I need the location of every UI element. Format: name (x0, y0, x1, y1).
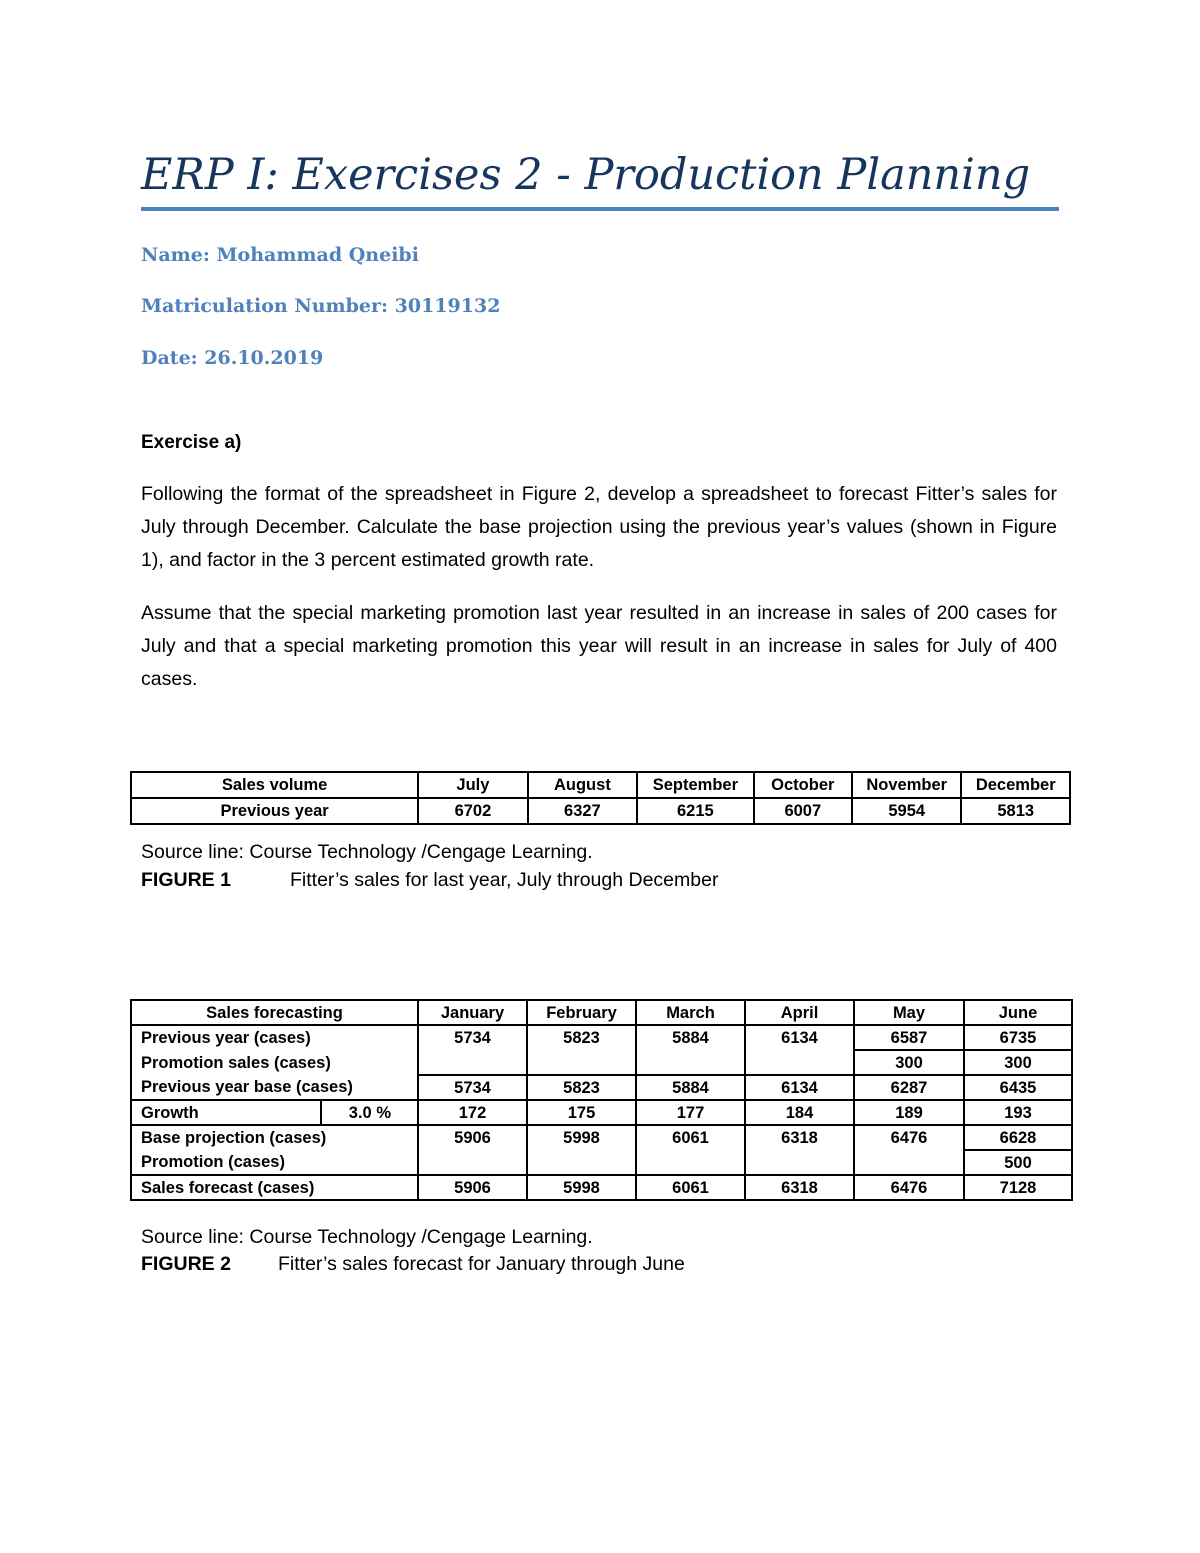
table-cell: 189 (854, 1100, 964, 1125)
table-cell (636, 1050, 745, 1075)
table-cell: 6318 (745, 1175, 854, 1200)
table-cell: 6007 (754, 798, 852, 824)
header-month: June (964, 1000, 1072, 1025)
header-month: March (636, 1000, 745, 1025)
header-month: August (528, 772, 637, 798)
table-cell: 5884 (636, 1075, 745, 1100)
matriculation-number: Matriculation Number: 30119132 (141, 295, 501, 317)
table-cell (636, 1150, 745, 1175)
row-label-sales-forecast: Sales forecast (cases) (131, 1175, 418, 1200)
header-month: November (852, 772, 961, 798)
figure-1-label: FIGURE 1 (141, 869, 231, 891)
exercise-paragraph-2: Assume that the special marketing promotion last year resulted in an increase in sales of 200 cases for July and that a special marketing promotion this year will result in an increase in sales for July of 400 cases. (141, 602, 1057, 690)
table-row (131, 1025, 1072, 1050)
header-month: May (854, 1000, 964, 1025)
table-cell: 500 (964, 1150, 1072, 1175)
table-cell: 6476 (854, 1125, 964, 1150)
table-cell: 300 (964, 1050, 1072, 1075)
table-row (131, 1150, 1072, 1175)
row-label-previous-year: Previous year (cases) (131, 1025, 418, 1050)
table-cell: 6327 (528, 798, 637, 824)
figure-2-source-line: Source line: Course Technology /Cengage Learning. (141, 1226, 593, 1248)
student-name: Name: Mohammad Qneibi (141, 244, 419, 266)
header-month: December (961, 772, 1070, 798)
header-month: September (637, 772, 753, 798)
table-cell: 5884 (636, 1025, 745, 1050)
table-cell: 6702 (418, 798, 527, 824)
table-cell: 6587 (854, 1025, 964, 1050)
table-cell: 5906 (418, 1125, 527, 1150)
header-sales-forecasting: Sales forecasting (131, 1000, 418, 1025)
header-month: February (527, 1000, 636, 1025)
figure-2-caption-text: Fitter’s sales forecast for January through June (278, 1253, 685, 1275)
table-cell: 6134 (745, 1025, 854, 1050)
table-header-row (131, 772, 1070, 798)
figure-2-label: FIGURE 2 (141, 1253, 231, 1275)
table-cell: 6061 (636, 1125, 745, 1150)
table-cell: 177 (636, 1100, 745, 1125)
table-cell (745, 1150, 854, 1175)
table-header-row (131, 1000, 1072, 1025)
figure-1-caption (141, 867, 718, 893)
header-month: October (754, 772, 852, 798)
table-cell: 6134 (745, 1075, 854, 1100)
row-label-previous-year-base: Previous year base (cases) (131, 1075, 418, 1100)
table-cell: 175 (527, 1100, 636, 1125)
figure-1-source-line: Source line: Course Technology /Cengage Learning. (141, 841, 593, 863)
table-cell: 6061 (636, 1175, 745, 1200)
table-cell: 5906 (418, 1175, 527, 1200)
table-cell: 6287 (854, 1075, 964, 1100)
exercise-heading: Exercise a) (141, 432, 242, 453)
table-cell (527, 1050, 636, 1075)
table-cell: 6735 (964, 1025, 1072, 1050)
table-row (131, 798, 1070, 824)
table-cell (527, 1150, 636, 1175)
page-title: ERP I: Exercises 2 - Production Planning (141, 150, 1031, 200)
header-month: January (418, 1000, 527, 1025)
row-label-promotion-sales: Promotion sales (cases) (131, 1050, 418, 1075)
document-date: Date: 26.10.2019 (141, 347, 324, 369)
table-cell: 5813 (961, 798, 1070, 824)
table-cell: 7128 (964, 1175, 1072, 1200)
row-label-base-projection: Base projection (cases) (131, 1125, 418, 1150)
figure-2-table (130, 999, 1073, 1201)
table-cell: 6476 (854, 1175, 964, 1200)
figure-1-table (130, 771, 1071, 825)
table-cell: 5823 (527, 1025, 636, 1050)
header-month: July (418, 772, 527, 798)
table-cell: 300 (854, 1050, 964, 1075)
figure-1-caption-text: Fitter’s sales for last year, July through December (290, 869, 719, 891)
table-cell: 184 (745, 1100, 854, 1125)
table-cell: 5734 (418, 1075, 527, 1100)
table-cell (418, 1050, 527, 1075)
table-cell (418, 1150, 527, 1175)
title-underline (141, 207, 1059, 211)
growth-rate-cell: 3.0 % (321, 1100, 418, 1125)
table-cell (854, 1150, 964, 1175)
table-cell: 6435 (964, 1075, 1072, 1100)
table-cell: 5998 (527, 1175, 636, 1200)
table-cell: 5954 (852, 798, 961, 824)
exercise-paragraph-1: Following the format of the spreadsheet in Figure 2, develop a spreadsheet to forecast Fitter’s sales for July through December. Calculate the base projection using the previous year’s values (shown in Figure 1), and factor in the 3 percent estimated growth rate. (141, 483, 1057, 571)
row-label-growth: Growth (131, 1100, 321, 1125)
table-row (131, 1050, 1072, 1075)
table-cell (745, 1050, 854, 1075)
table-row (131, 1075, 1072, 1100)
table-cell: 193 (964, 1100, 1072, 1125)
table-row (131, 1125, 1072, 1150)
table-row (131, 1175, 1072, 1200)
row-label-previous-year: Previous year (131, 798, 418, 824)
table-cell: 5823 (527, 1075, 636, 1100)
table-cell: 6318 (745, 1125, 854, 1150)
header-month: April (745, 1000, 854, 1025)
table-cell: 6215 (637, 798, 753, 824)
table-cell: 6628 (964, 1125, 1072, 1150)
table-row (131, 1100, 1072, 1125)
row-label-promotion: Promotion (cases) (131, 1150, 418, 1175)
table-cell: 5998 (527, 1125, 636, 1150)
figure-2-caption (141, 1251, 685, 1277)
table-cell: 172 (418, 1100, 527, 1125)
table-cell: 5734 (418, 1025, 527, 1050)
header-sales-volume: Sales volume (131, 772, 418, 798)
